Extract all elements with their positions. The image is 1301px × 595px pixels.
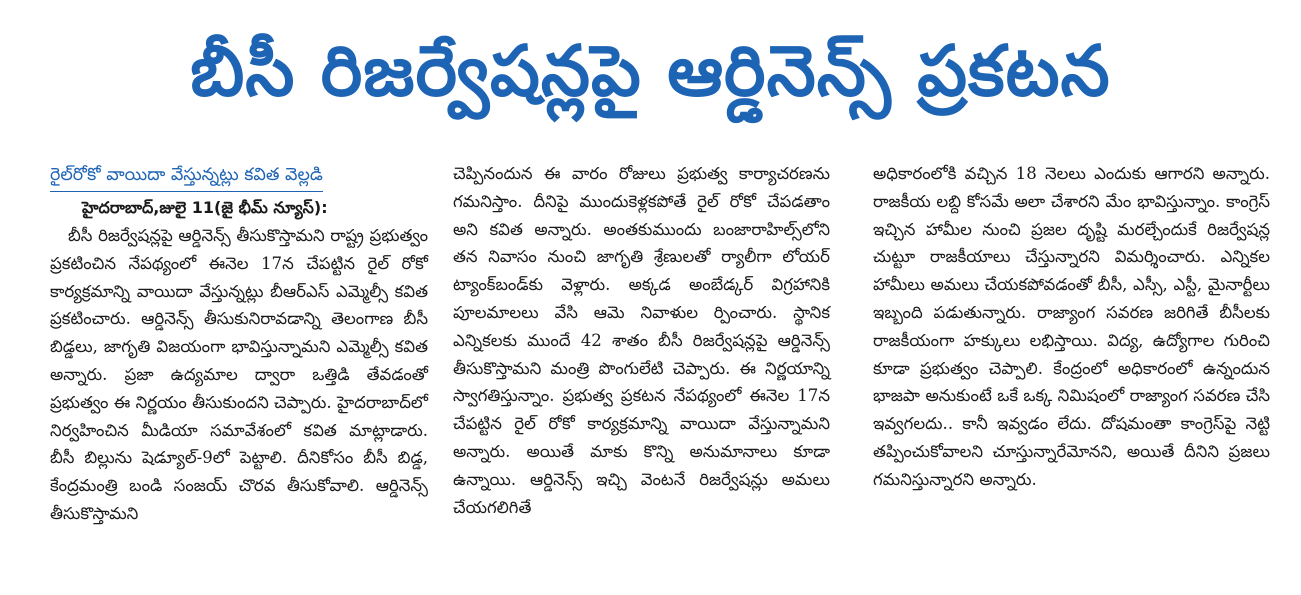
article-column-1	[50, 160, 428, 528]
headline: బీసీ రిజర్వేషన్లపై ఆర్డినెన్స్ ప్రకటన	[190, 30, 1111, 112]
column-2-text: చెప్పినందున ఈ వారం రోజులు ప్రభుత్వ కార్యాచరణను గమనిస్తాం. దీనిపై ముందుకెళ్లకపోతే రైల్ రోకో చేపడతాం అని కవిత అన్నారు. అంతకుముందు బంజారాహిల్స్‌లోని తన నివాసం నుంచి జాగృతి శ్రేణులతో ర్యాలీగా లోయర్ ట్యాంక్‌బండ్‌కు వెళ్లారు. అక్కడ అంబేడ్కర్ విగ్రహానికి పూలమాలలు వేసి ఆమె నివాళుల ర్పించారు. స్థానిక ఎన్నికలకు ముందే 42 శాతం బీసీ రిజర్వేషన్లపై ఆర్డినెన్స్ తీసుకొస్తామని మంత్రి పొంగులేటి చెప్పారు. ఈ నిర్ణయాన్ని స్వాగతిస్తున్నాం. ప్రభుత్వ ప్రకటన నేపథ్యంలో ఈనెల 17న చేపట్టిన రైల్ రోకో కార్యక్రమాన్ని వాయిదా వేస్తున్నామని అన్నారు. అయితే మాకు కొన్ని అనుమానాలు కూడా ఉన్నాయి. ఆర్డినెన్స్ ఇచ్చి వెంటనే రిజర్వేషన్లు అమలు చేయగలిగితే	[453, 164, 830, 517]
column-1-text: బీసీ రిజర్వేషన్లపై ఆర్డినెన్స్ తీసుకొస్తామని రాష్ట్ర ప్రభుత్వం ప్రకటించిన నేపథ్యంలో ఈనెల 17న చేపట్టిన రైల్ రోకో కార్యక్రమాన్ని వాయిదా వేస్తున్నట్లు బీఆర్ఎస్ ఎమ్మెల్సీ కవిత ప్రకటించారు. ఆర్డినెన్స్ తీసుకునిరావడాన్ని తెలంగాణ బీసీ బిడ్డలు, జాగృతి విజయంగా భావిస్తున్నామని ఎమ్మెల్సీ కవిత అన్నారు. ప్రజా ఉద్యమాల ద్వారా ఒత్తిడి తేవడంతో ప్రభుత్వం ఈ నిర్ణయం తీసుకుందని చెప్పారు. హైదరాబాద్‌లో నిర్వహించిన మీడియా సమావేశంలో కవిత మాట్లాడారు. బీసీ బిల్లును షెడ్యూల్-9లో పెట్టాలి. దీనికోసం బీసీ బిడ్డ, కేంద్రమంత్రి బండి సంజయ్ చొరవ తీసుకోవాలి. ఆర్డినెన్స్ తీసుకొస్తామని	[50, 226, 428, 523]
column-3-text: అధికారంలోకి వచ్చిన 18 నెలలు ఎందుకు ఆగారని అన్నారు. రాజకీయ లబ్ది కోసమే అలా చేశారని మేం భావిస్తున్నాం. కాంగ్రెస్ ఇచ్చిన హామీల నుంచి ప్రజల దృష్టి మరల్చేందుకే రిజర్వేషన్ల చుట్టూ రాజకీయాలు చేస్తున్నారని విమర్శించారు. ఎన్నికల హామీలు అమలు చేయకపోవడంతో బీసీ, ఎస్సీ, ఎస్టీ, మైనార్టీలు ఇబ్బంది పడుతున్నారు. రాజ్యాంగ సవరణ జరిగితే బీసీలకు రాజకీయంగా హక్కులు లభిస్తాయి. విద్య, ఉద్యోగాల గురించి కూడా ప్రభుత్వం చెప్పాలి. కేంద్రంలో అధికారంలో ఉన్నందున భాజపా అనుకుంటే ఒకే ఒక్క నిమిషంలో రాజ్యాంగ సవరణ చేసి ఇవ్వగలదు.. కానీ ఇవ్వడం లేదు. దోషమంతా కాంగ్రెస్‌పై నెట్టి తప్పించుకోవాలని చూస్తున్నారేమోనని, అయితే దీనిని ప్రజలు గమనిస్తున్నారని అన్నారు.	[873, 164, 1270, 489]
article-column-3	[873, 160, 1270, 494]
subheadline: రైల్‌రోకో వాయిదా వేస్తున్నట్లు కవిత వెల్లడి	[50, 160, 323, 192]
dateline: హైదరాబాద్,జులై 11(జై భీమ్ న్యూస్):	[82, 198, 328, 217]
article-column-2	[453, 160, 830, 521]
